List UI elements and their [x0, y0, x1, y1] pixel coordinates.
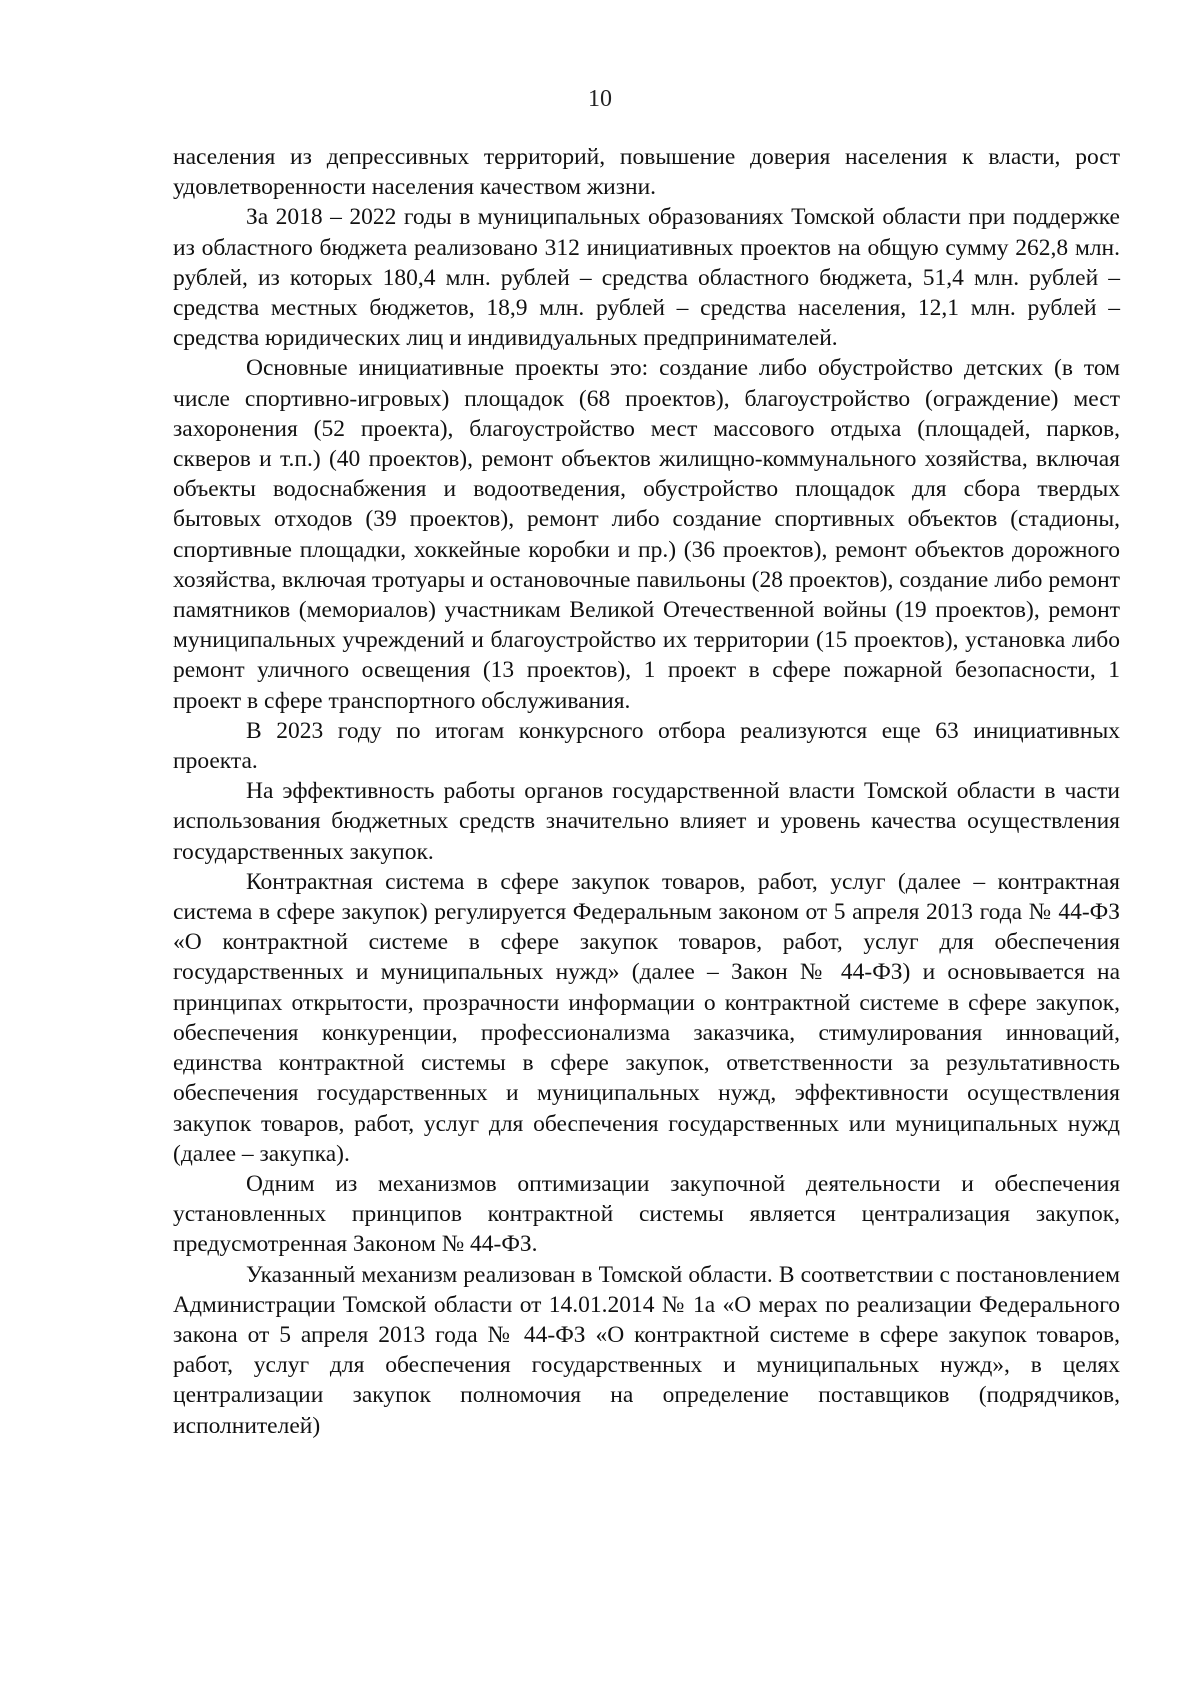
paragraph-initiative-funding: За 2018 – 2022 годы в муниципальных образованиях Томской области при поддержке из областного бюджета реализовано 312 инициативных проектов на общую сумму 262,8 млн. рублей, из которых 180,4 млн. рублей – средства областного бюджета, 51,4 млн. рублей – средства местных бюджетов, 18,9 млн. рублей – средства населения, 12,1 млн. рублей – средства юридических лиц и индивидуальных предпринимателей. [173, 204, 1120, 352]
paragraph-initiative-types: Основные инициативные проекты это: создание либо обустройство детских (в том числе спортивно-игровых) площадок (68 проектов), благоустройство (ограждение) мест захоронения (52 проекта), благоустройство мест массового отдыха (площадей, парков, скверов и т.п.) (40 проектов), ремонт объектов жилищно-коммунального хозяйства, включая объекты водоснабжения и водоотведения, обустройство площадок для сбора твердых бытовых отходов (39 проектов), ремонт либо создание спортивных объектов (стадионы, спортивные площадки, хоккейные коробки и пр.) (36 проектов), ремонт объектов дорожного хозяйства, включая тротуары и остановочные павильоны (28 проектов), создание либо ремонт памятников (мемориалов) участникам Великой Отечественной войны (19 проектов), ремонт муниципальных учреждений и благоустройство их территории (15 проектов), установка либо ремонт уличного освещения (13 проектов), 1 проект в сфере пожарной безопасности, 1 проект в сфере транспортного обслуживания. [173, 355, 1120, 714]
paragraph-continuation: населения из депрессивных территорий, повышение доверия населения к власти, рост удовлетворенности населения качеством жизни. [173, 144, 1120, 201]
paragraph-tomsk-mechanism: Указанный механизм реализован в Томской области. В соответствии с постановлением Администрации Томской области от 14.01.2014 № 1а «О мерах по реализации Федерального закона от 5 апреля 2013 года № 44-ФЗ «О контрактной системе в сфере закупок товаров, работ, услуг для обеспечения государственных и муниципальных нужд», в целях централизации закупок полномочия на определение поставщиков (подрядчиков, исполнителей) [173, 1261, 1120, 1439]
paragraph-contract-system: Контрактная система в сфере закупок товаров, работ, услуг (далее – контрактная система в сфере закупок) регулируется Федеральным законом от 5 апреля 2013 года № 44-ФЗ «О контрактной системе в сфере закупок товаров, работ, услуг для обеспечения государственных и муниципальных нужд» (далее – Закон № 44-ФЗ) и основывается на принципах открытости, прозрачности информации о контрактной системе в сфере закупок, обеспечения конкуренции, профессионализма заказчика, стимулирования инноваций, единства контрактной системы в сфере закупок, ответственности за результативность обеспечения государственных и муниципальных нужд, эффективности осуществления закупок товаров, работ, услуг для обеспечения государственных или муниципальных нужд (далее – закупка). [173, 868, 1120, 1167]
paragraph-2023-projects: В 2023 году по итогам конкурсного отбора реализуются еще 63 инициативных проекта. [173, 717, 1120, 775]
paragraph-centralization: Одним из механизмов оптимизации закупочной деятельности и обеспечения установленных принципов контрактной системы является централизация закупок, предусмотренная Законом № 44-ФЗ. [173, 1170, 1120, 1258]
document-body [173, 142, 1120, 1441]
paragraph-procurement-efficiency: На эффективность работы органов государственной власти Томской области в части использования бюджетных средств значительно влияет и уровень качества осуществления государственных закупок. [173, 778, 1120, 865]
page-number: 10 [588, 86, 612, 112]
